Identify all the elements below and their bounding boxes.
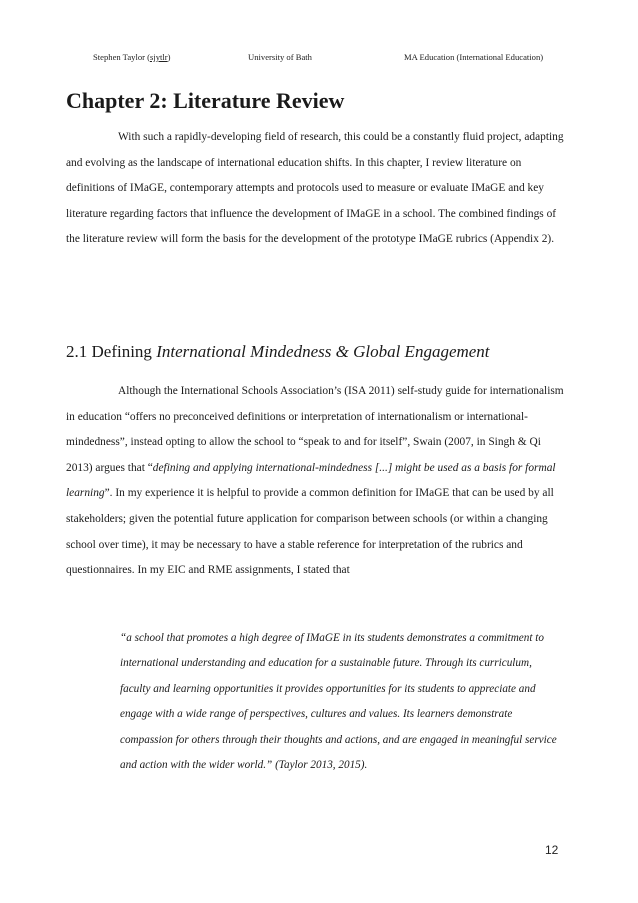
page-number: 12 bbox=[545, 843, 559, 857]
section-paragraph-part2: ”. In my experience it is helpful to provide a common definition for IMaGE that can be used by all stakeholders; given the potential future application for comparison between schools (or within a changing school over time), it may be necessary to have a stable reference for interpretation of the rubrics and questionnaires. In my EIC and RME assignments, I stated that bbox=[66, 487, 554, 577]
section-heading bbox=[66, 342, 490, 362]
block-quote: “a school that promotes a high degree of IMaGE in its students demonstrates a commitment to international understanding and education for a sustainable future. Through its curriculum, faculty and learning opportunities it provides opportunities for its students to appreciate and engage with a wide range of perspectives, cultures and values. Its learners demonstrate compassion for others through their thoughts and actions, and are engaged in meaningful service and action with the wider world.” (Taylor 2013, 2015). bbox=[120, 632, 557, 772]
section-paragraph bbox=[66, 379, 566, 584]
section-number: 2.1 Defining bbox=[66, 342, 157, 361]
chapter-title: Chapter 2: Literature Review bbox=[66, 88, 345, 113]
intro-paragraph: With such a rapidly-developing field of research, this could be a constantly fluid project, adapting and evolving as the landscape of international education shifts. In this chapter, I review literature on definitions of IMaGE, contemporary attempts and protocols used to measure or evaluate IMaGE and key literature regarding factors that influence the development of IMaGE in a school. The combined findings of the literature review will form the basis for the development of the prototype IMaGE rubrics (Appendix 2). bbox=[66, 131, 564, 246]
section-paragraph-part1: Although the International Schools Association’s (ISA 2011) self-study guide for internationalism in education “offers no preconceived definitions or interpretation of internationalism or international-mindedness”, instead opting to allow the school to “speak to and for itself”, Swain (2007, in Singh & Qi 2013) argues that “ bbox=[66, 385, 564, 474]
header-author-handle: sjytlr bbox=[150, 52, 168, 62]
header-author-prefix: Stephen Taylor ( bbox=[93, 52, 150, 62]
header-author-suffix: ) bbox=[167, 52, 171, 62]
header-course: MA Education (International Education) bbox=[404, 52, 544, 62]
header-university: University of Bath bbox=[248, 52, 312, 62]
section-paragraph-italic: defining and applying international-mindedness [...] might be used as a basis for formal learning bbox=[66, 461, 556, 500]
header-author bbox=[93, 52, 171, 62]
section-title: International Mindedness & Global Engagement bbox=[156, 342, 490, 361]
